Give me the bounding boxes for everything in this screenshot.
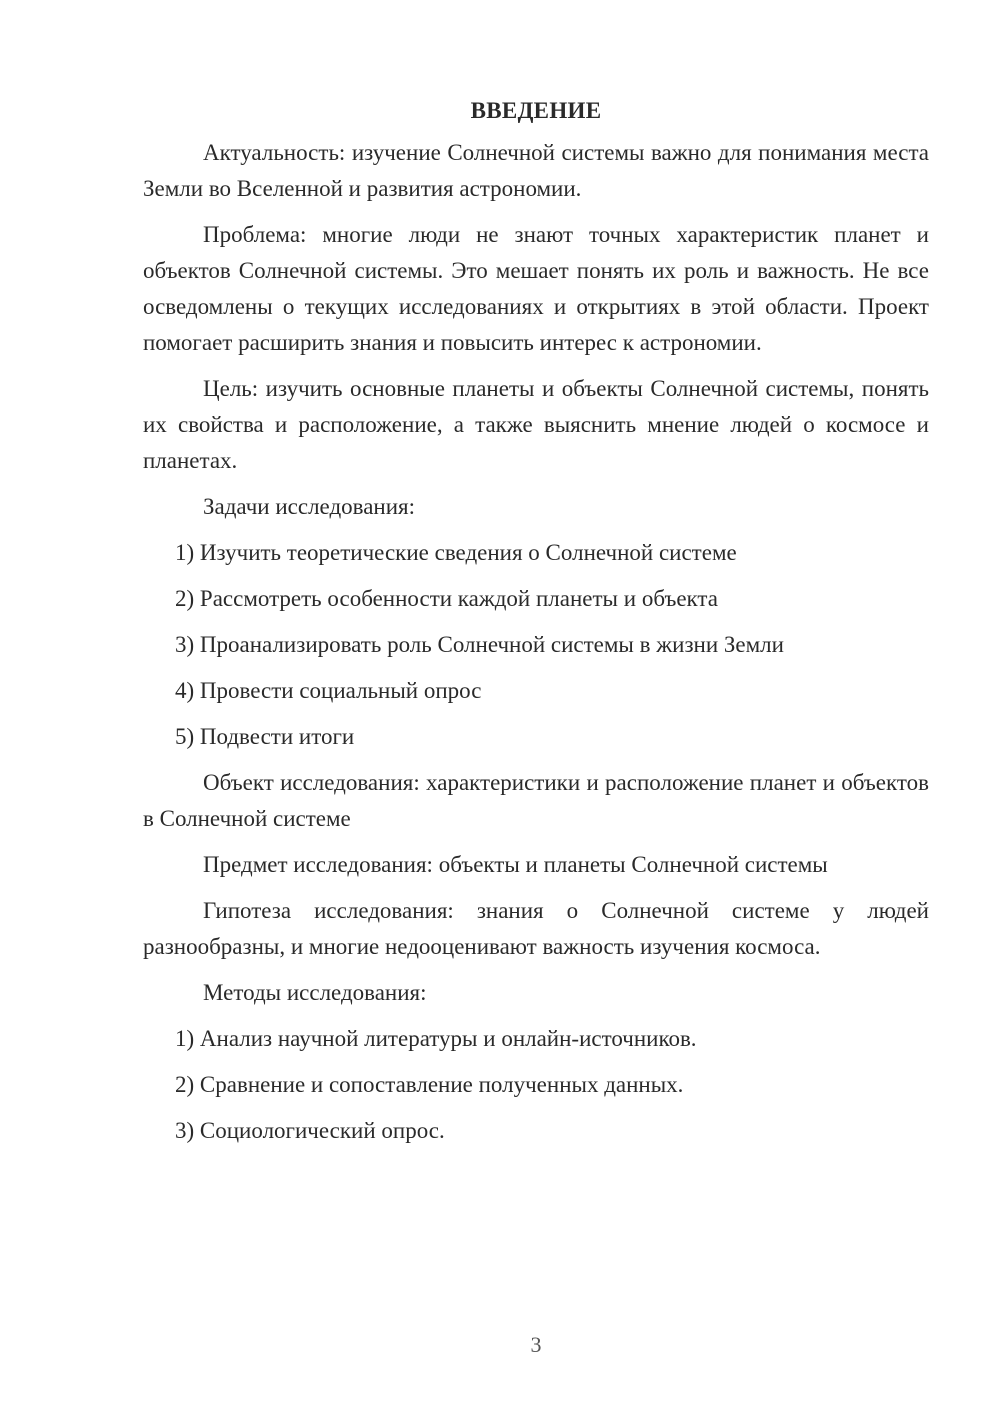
- methods-heading: Методы исследования:: [203, 980, 427, 1005]
- subject-paragraph: Предмет исследования: объекты и планеты Солнечной системы: [203, 852, 828, 877]
- task-item: 3) Проанализировать роль Солнечной системы в жизни Земли: [175, 632, 784, 657]
- object-paragraph: Объект исследования: характеристики и расположение планет и объектов в Солнечной системе: [143, 770, 929, 831]
- problem-paragraph: Проблема: многие люди не знают точных характеристик планет и объектов Солнечной системы. Это мешает понять их роль и важность. Не все осведомлены о текущих исследованиях и открытиях в этой области. Проект помогает расширить знания и повысить интерес к астрономии.: [143, 222, 929, 355]
- section-title: ВВЕДЕНИЕ: [470, 98, 602, 123]
- task-item: 1) Изучить теоретические сведения о Солнечной системе: [175, 540, 737, 565]
- method-item: 2) Сравнение и сопоставление полученных данных.: [175, 1072, 684, 1097]
- task-item: 5) Подвести итоги: [175, 724, 355, 749]
- page-content: [143, 93, 929, 1159]
- hypothesis-paragraph: Гипотеза исследования: знания о Солнечной системе у людей разнообразны, и многие недооценивают важность изучения космоса.: [143, 898, 929, 959]
- task-item: 2) Рассмотреть особенности каждой планеты и объекта: [175, 586, 718, 611]
- method-item: 3) Социологический опрос.: [175, 1118, 445, 1143]
- task-item: 4) Провести социальный опрос: [175, 678, 482, 703]
- goal-paragraph: Цель: изучить основные планеты и объекты Солнечной системы, понять их свойства и расположение, а также выяснить мнение людей о космосе и планетах.: [143, 376, 929, 473]
- page-number: 3: [530, 1332, 542, 1357]
- tasks-heading: Задачи исследования:: [203, 494, 416, 519]
- method-item: 1) Анализ научной литературы и онлайн-источников.: [175, 1026, 697, 1051]
- relevance-paragraph: Актуальность: изучение Солнечной системы важно для понимания места Земли во Вселенной и развития астрономии.: [143, 140, 929, 201]
